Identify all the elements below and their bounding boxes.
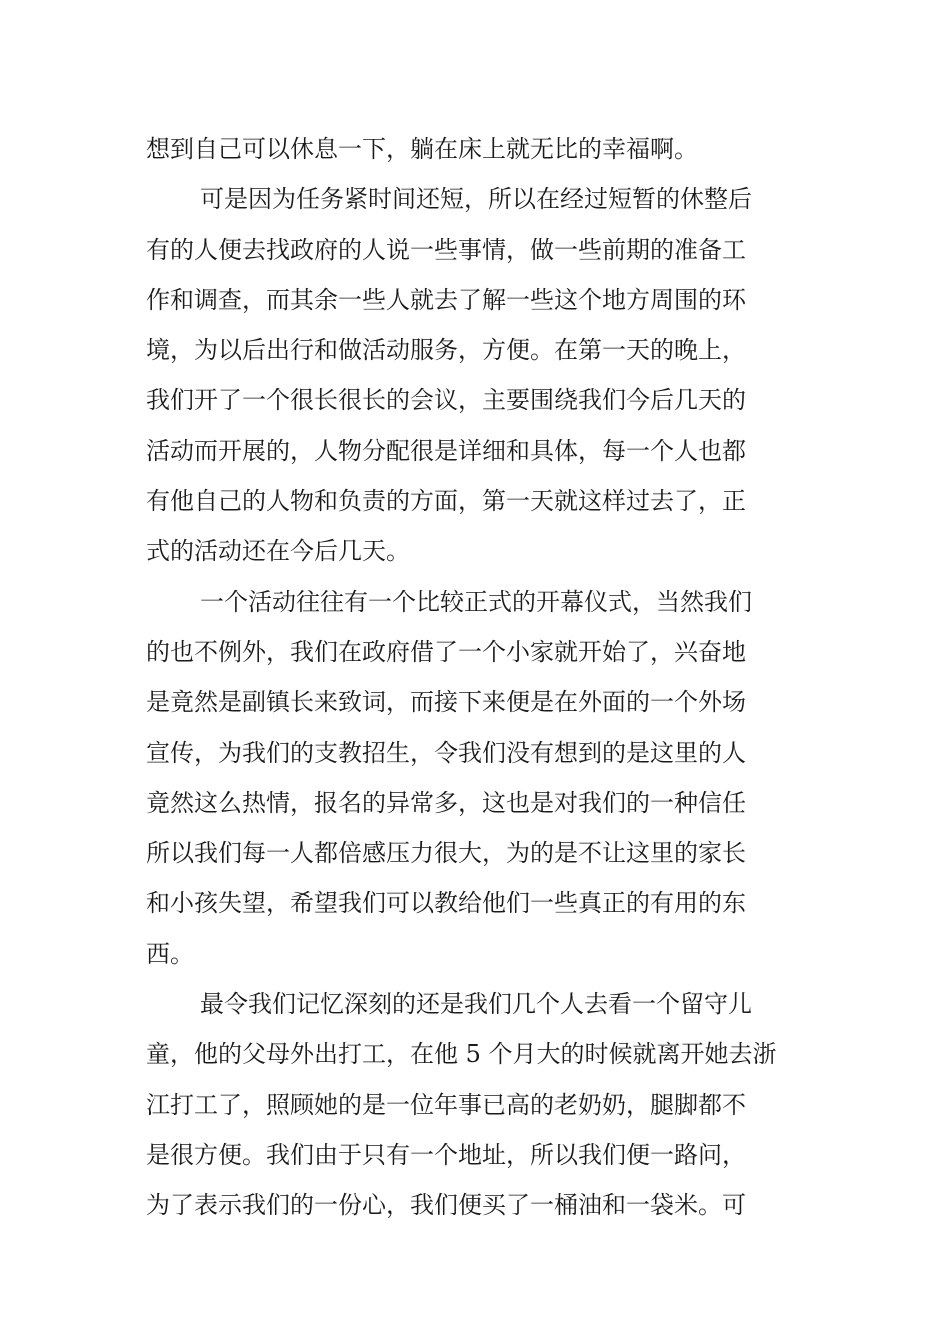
text-line-4: 作和调查，而其余一些人就去了解一些这个地方周围的环 [146, 285, 746, 314]
text-line-14: 竟然这么热情，报名的异常多，这也是对我们的一种信任 [146, 788, 746, 817]
text-line-5: 境，为以后出行和做活动服务，方便。在第一天的晚上， [146, 336, 746, 365]
text-line-16: 和小孩失望，希望我们可以教给他们一些真正的有用的东 [146, 889, 746, 918]
text-line-18: 最令我们记忆深刻的还是我们几个人去看一个留守儿 [200, 990, 752, 1019]
text-line-12: 是竟然是副镇长来致词，而接下来便是在外面的一个外场 [146, 688, 746, 717]
text-line-17: 西。 [146, 939, 194, 968]
text-line-11: 的也不例外，我们在政府借了一个小家就开始了，兴奋地 [146, 637, 746, 666]
text-line-2: 可是因为任务紧时间还短，所以在经过短暂的休整后 [200, 185, 752, 214]
text-line-15: 所以我们每一人都倍感压力很大，为的是不让这里的家长 [146, 839, 746, 868]
text-line-1: 想到自己可以休息一下，躺在床上就无比的幸福啊。 [146, 135, 698, 163]
text-line-8: 有他自己的人物和负责的方面，第一天就这样过去了，正 [146, 487, 746, 516]
text-line-21: 是很方便。我们由于只有一个地址，所以我们便一路问， [146, 1140, 746, 1169]
text-line-19: 童，他的父母外出打工，在他 5 个月大的时候就离开她去浙 [146, 1040, 777, 1069]
text-line-10: 一个活动往往有一个比较正式的开幕仪式，当然我们 [200, 587, 752, 616]
text-line-13: 宣传，为我们的支教招生，令我们没有想到的是这里的人 [146, 738, 746, 767]
text-line-6: 我们开了一个很长很长的会议，主要围绕我们今后几天的 [146, 386, 746, 415]
text-line-20: 江打工了，照顾她的是一位年事已高的老奶奶，腿脚都不 [146, 1090, 746, 1119]
body-text [146, 124, 806, 1231]
text-line-7: 活动而开展的，人物分配很是详细和具体，每一个人也都 [146, 436, 746, 465]
text-line-9: 式的活动还在今后几天。 [146, 537, 410, 566]
text-line-3: 有的人便去找政府的人说一些事情，做一些前期的准备工 [146, 235, 746, 264]
text-line-22: 为了表示我们的一份心，我们便买了一桶油和一袋米。可 [146, 1191, 746, 1220]
